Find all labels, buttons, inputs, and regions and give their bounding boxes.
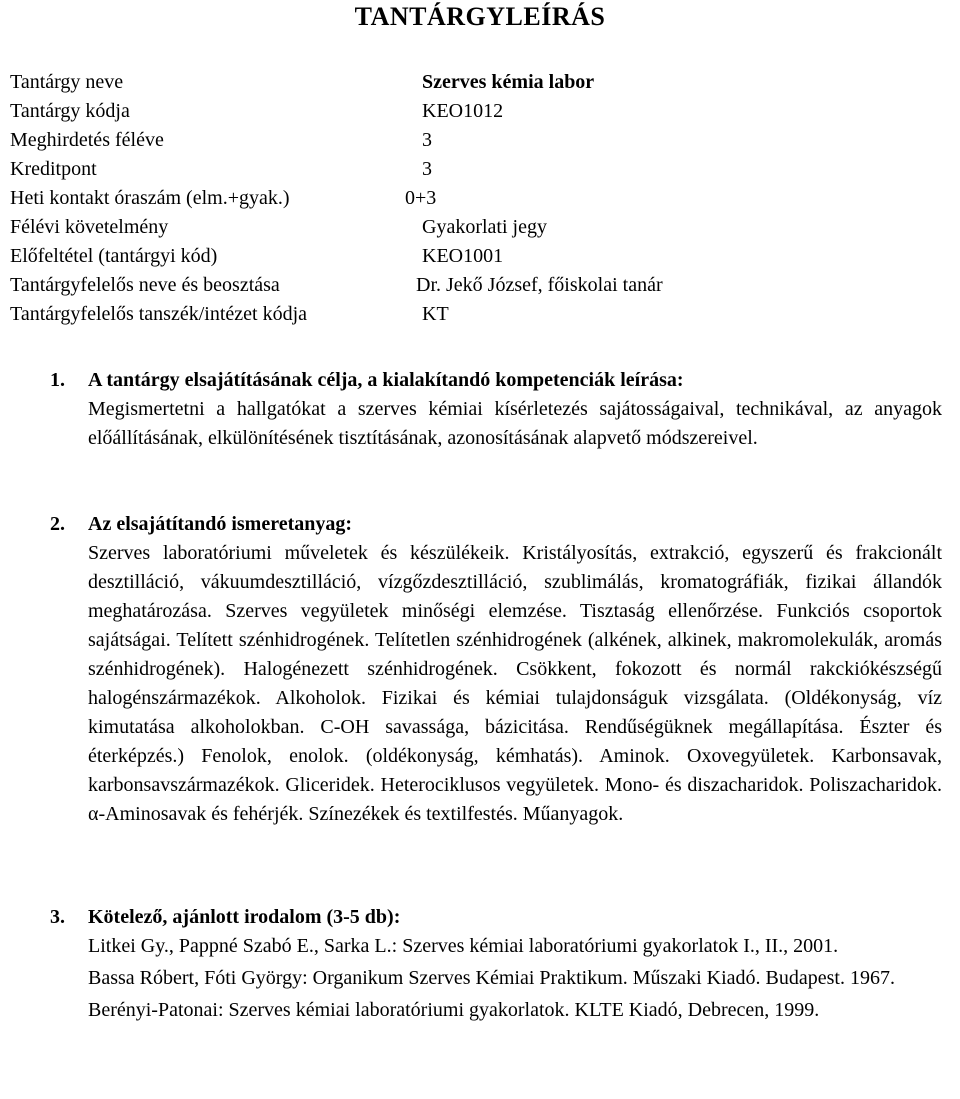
info-label: Tantárgy neve <box>10 71 124 93</box>
info-value: 3 <box>422 158 432 180</box>
info-label: Heti kontakt óraszám (elm.+gyak.) <box>10 187 290 209</box>
info-row-course-code <box>10 97 770 126</box>
info-row-course-name <box>10 68 770 97</box>
info-row-semester <box>10 126 770 155</box>
info-label: Tantárgyfelelős neve és beosztása <box>10 274 280 296</box>
section-number: 1. <box>50 369 65 391</box>
section-literature <box>50 903 942 1028</box>
page-title: TANTÁRGYLEÍRÁS <box>354 2 606 31</box>
info-row-contact-hours <box>10 184 770 213</box>
info-label: Tantárgyfelelős tanszék/intézet kódja <box>10 303 308 325</box>
reference-list <box>88 932 942 1025</box>
reference-item: Bassa Róbert, Fóti György: Organikum Szerves Kémiai Praktikum. Műszaki Kiadó. Budapest. 1967. <box>88 967 895 989</box>
section-body: Szerves laboratóriumi műveletek és készülékeik. Kristályosítás, extrakció, egyszerű és frakcionált desztilláció, vákuumdesztilláció, vízgőzdesztilláció, szublimálás, kromatográfiák, fizikai állandók meghatározása. Szerves vegyületek minőségi elemzése. Tisztaság ellenőrzése. Funkciós csoportok sajátságai. Telített szénhidrogének. Telítetlen szénhidrogének (alkének, alkinek, makromolekulák, aromás szénhidrogének). Halogénezett szénhidrogének. Csökkent, fokozott és normál rakckiókészségű halogénszármazékok. Alkoholok. Fizikai és kémiai tulajdonságuk vizsgálata. (Oldékonyság, víz kimutatása alkoholokban. C-OH savassága, bázicitása. Rendűségüknek megállapítása. Észter és éterképzés.) Fenolok, enolok. (oldékonyság, kémhatás). Aminok. Oxovegyületek. Karbonsavak, karbonsavszármazékok. Gliceridek. Heterociklusos vegyületek. Mono- és diszacharidok. Poliszacharidok. α-Aminosavak és fehérjék. Színezékek és textilfestés. Műanyagok. <box>88 542 942 825</box>
info-value: 0+3 <box>405 187 437 209</box>
info-value: Szerves kémia labor <box>422 71 595 93</box>
info-label: Kreditpont <box>10 158 97 180</box>
info-value: KEO1012 <box>422 100 504 122</box>
info-value: KEO1001 <box>422 245 504 267</box>
info-label: Előfeltétel (tantárgyi kód) <box>10 245 218 267</box>
info-row-responsible-person <box>10 271 770 300</box>
section-number: 2. <box>50 513 65 535</box>
section-objectives <box>50 366 942 453</box>
course-info-table <box>10 68 770 329</box>
section-heading <box>50 510 942 539</box>
section-title: Kötelező, ajánlott irodalom (3-5 db): <box>88 906 401 928</box>
section-number: 3. <box>50 906 65 928</box>
section-heading <box>50 366 942 395</box>
section-title: Az elsajátítandó ismeretanyag: <box>88 513 353 535</box>
info-row-prerequisite <box>10 242 770 271</box>
info-value: 3 <box>422 129 432 151</box>
info-value: Dr. Jekő József, főiskolai tanár <box>416 274 663 296</box>
info-label: Félévi követelmény <box>10 216 169 238</box>
reference-item: Berényi-Patonai: Szerves kémiai laboratóriumi gyakorlatok. KLTE Kiadó, Debrecen, 1999. <box>88 999 820 1021</box>
section-heading <box>50 903 942 932</box>
info-label: Tantárgy kódja <box>10 100 130 122</box>
section-curriculum <box>50 510 942 829</box>
info-row-department-code <box>10 300 770 329</box>
info-row-requirement <box>10 213 770 242</box>
info-row-credits <box>10 155 770 184</box>
info-value: KT <box>422 303 449 325</box>
section-body: Megismertetni a hallgatókat a szerves kémiai kísérletezés sajátosságaival, technikával, az anyagok előállításának, elkülönítésének tisztításának, azonosításának alapvető módszereivel. <box>88 398 942 449</box>
info-value: Gyakorlati jegy <box>422 216 547 238</box>
reference-item: Litkei Gy., Pappné Szabó E., Sarka L.: Szerves kémiai laboratóriumi gyakorlatok I., II., 2001. <box>88 935 839 957</box>
info-label: Meghirdetés féléve <box>10 129 164 151</box>
section-title: A tantárgy elsajátításának célja, a kialakítandó kompetenciák leírása: <box>88 369 684 391</box>
